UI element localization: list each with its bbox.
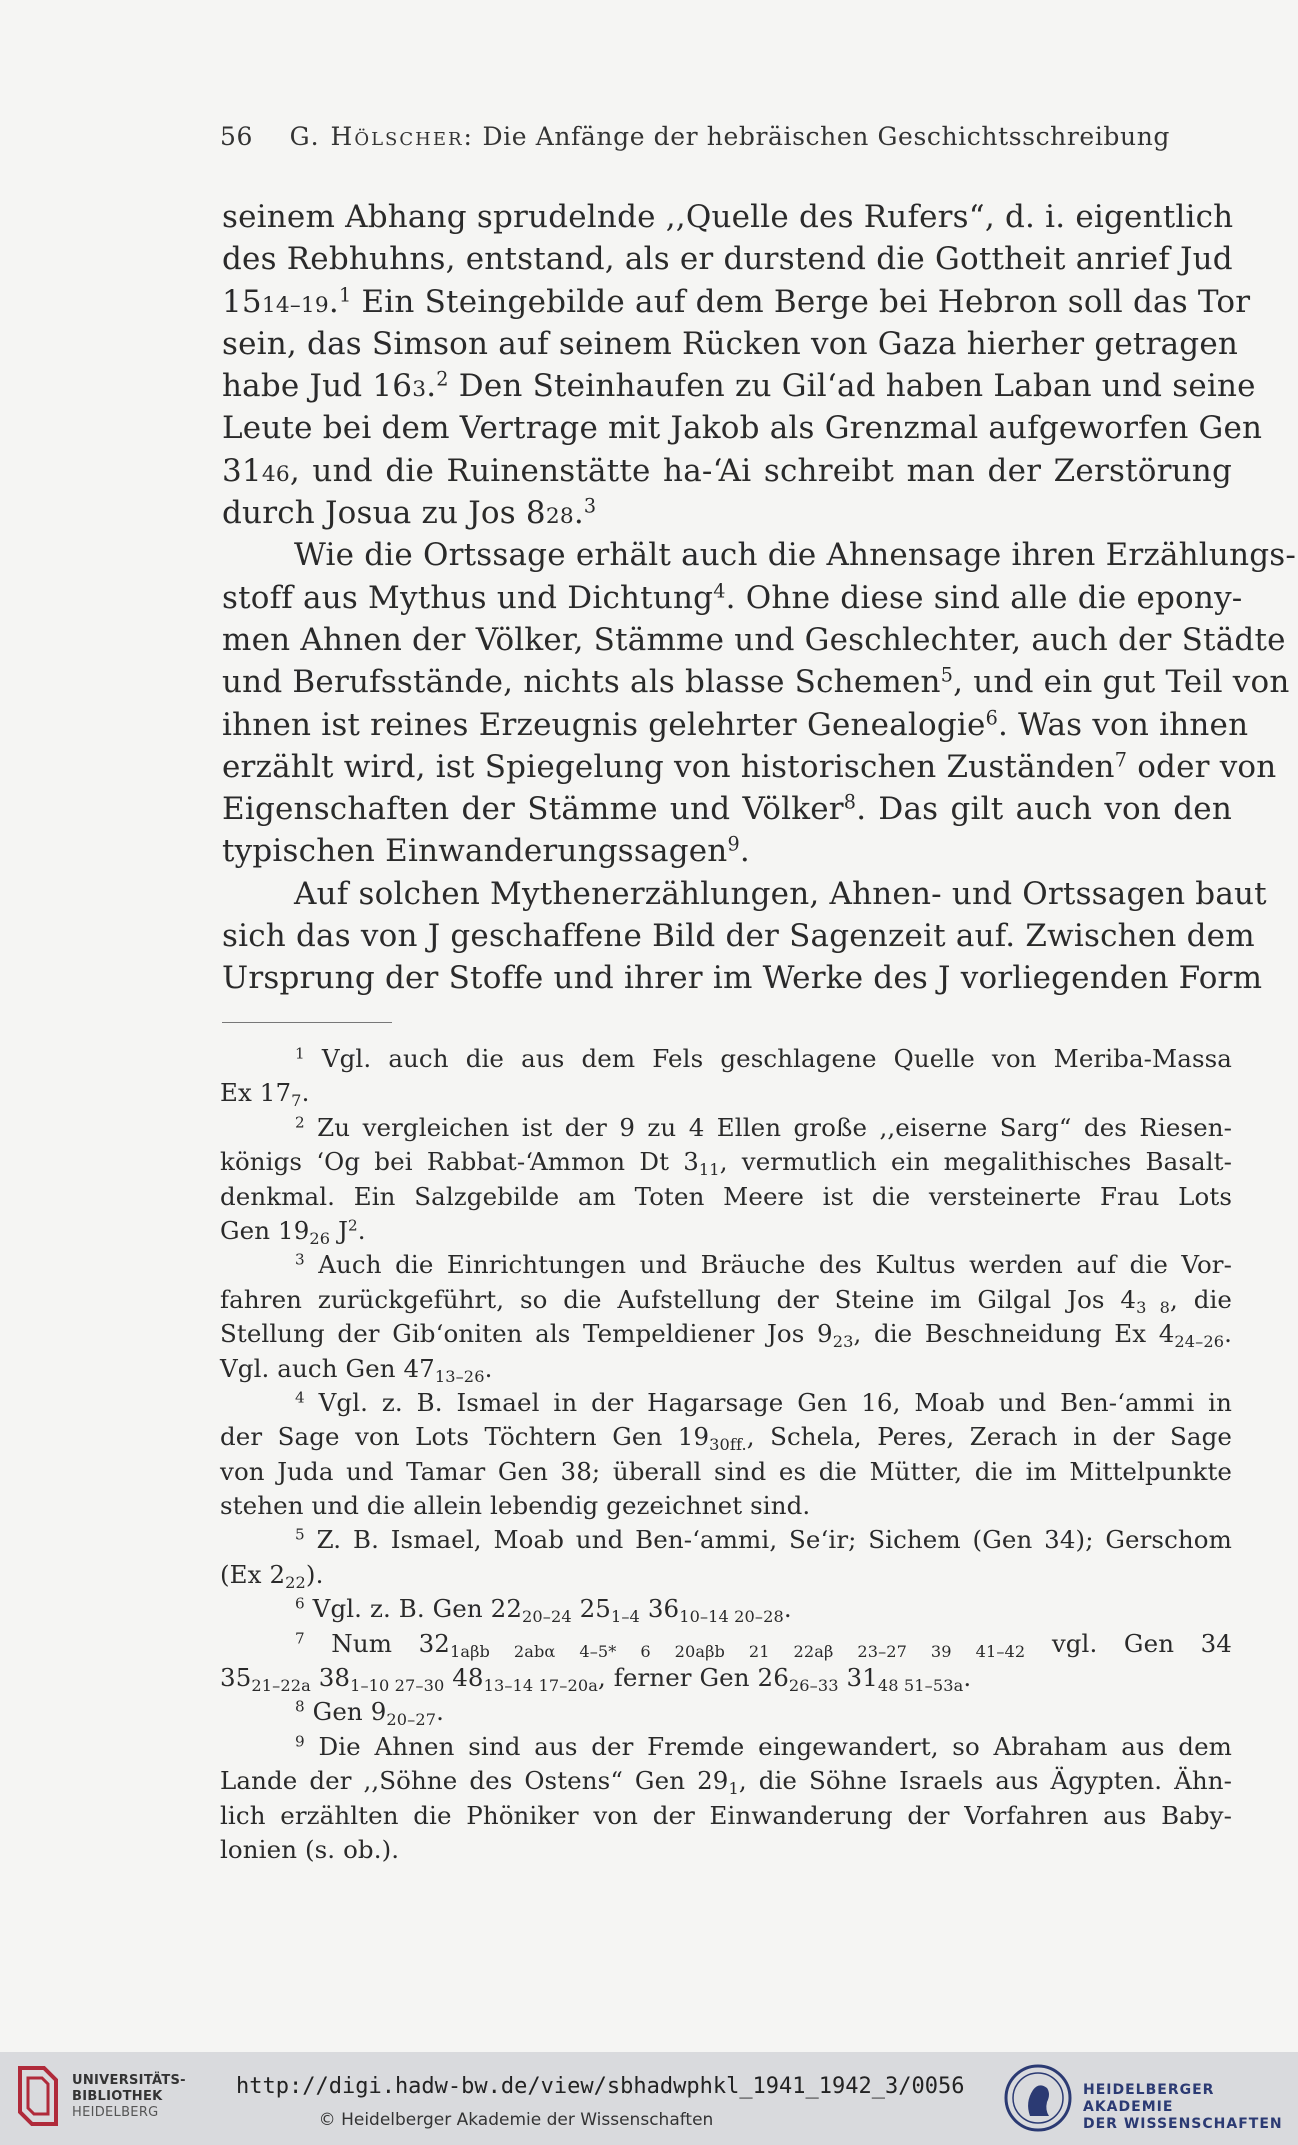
footnote-line: Gen $19_{26}$ $J^2$. [220, 1215, 366, 1248]
text-line: habe Jud 163.$^2$ Den Steinhaufen zu Gil‘ad haben Laban und seine [222, 367, 1256, 405]
footnote-line: fahren zurückgeführt, so die Aufstellung der Steine im Gilgal Jos $4_{3 8}$, die [220, 1284, 1233, 1317]
text-line: Wie die Ortssage erhält auch die Ahnensage ihren Erzählungs- [294, 537, 1297, 574]
footnote-line: $^8$ Gen $9_{20-27}$. [295, 1697, 444, 1730]
footnote-line: $^2$ Zu vergleichen ist der 9 zu 4 Ellen große ,,eiserne Sarg“ des Riesen- [295, 1112, 1232, 1142]
footnote-line: Ex $17_7$. [220, 1078, 310, 1111]
footnote-line: $^3$ Auch die Einrichtungen und Bräuche des Kultus werden auf die Vor- [295, 1250, 1232, 1280]
footnote-line: Vgl. auch Gen $47_{13-26}$. [220, 1353, 493, 1386]
footnote-line: lich erzählten die Phöniker von der Einwanderung der Vorfahren aus Baby- [220, 1800, 1232, 1830]
text-line: seinem Abhang sprudelnde ,,Quelle des Rufers“, d. i. eigentlich [222, 199, 1234, 235]
text-line: Ursprung der Stoffe und ihrer im Werke des J vorliegenden Form [222, 960, 1263, 997]
text-line: sein, das Simson auf seinem Rücken von Gaza hierher getragen [222, 325, 1239, 362]
library-name: UNIVERSITÄTS- BIBLIOTHEK HEIDELBERG [72, 2073, 186, 2120]
footnote-line: $^1$ Vgl. auch die aus dem Fels geschlagene Quelle von Meriba-Massa [295, 1044, 1232, 1073]
footnote-line: (Ex $2_{22}$). [220, 1559, 324, 1592]
text-line: stoff aus Mythus und Dichtung$^4$. Ohne diese sind alle die epony- [222, 579, 1243, 616]
footnote-line: $^7$ Num $32_{1a\beta b 2ab\alpha 4-5* 6 20a\beta b 21 22a\beta 23-27 39 41-42}$ vgl. Gen 34 [295, 1628, 1232, 1661]
footnote-line: königs ‘Og bei Rabbat-‘Ammon Dt $3_{11}$, vermutlich ein megalithisches Basalt- [220, 1147, 1232, 1180]
academy-seal-icon[interactable] [1003, 2062, 1073, 2134]
page-number: 56 [220, 122, 254, 151]
footnote-line: $^4$ Vgl. z. B. Ismael in der Hagarsage Gen 16, Moab und Ben-‘ammi in [295, 1387, 1232, 1417]
text-line: Eigenschaften der Stämme und Völker$^8$. Das gilt auch von den [222, 790, 1233, 828]
text-line: typischen Einwanderungssagen$^9$. [222, 832, 750, 870]
footnote-line: $^6$ Vgl. z. B. Gen $22_{20-24}$ $25_{1-4}$ $36_{10-14 20-28}$. [295, 1594, 792, 1627]
text-line: sich das von J geschaffene Bild der Sagenzeit auf. Zwischen dem [222, 918, 1255, 955]
footnote-line: $35_{21-22a}$ $38_{1-10 27-30}$ $48_{13-14 17-20a}$, ferner Gen $26_{26-33}$ $31_{48 51-53a}$. [220, 1663, 972, 1695]
footnote-line: Stellung der Gib‘oniten als Tempeldiener Jos $9_{23}$, die Beschneidung Ex $4_{24-26}$. [220, 1319, 1232, 1351]
copyright-notice: © Heidelberger Akademie der Wissenschaften [318, 2110, 714, 2130]
footnote-line: lonien (s. ob.). [220, 1834, 400, 1864]
footnote-line: stehen und die allein lebendig gezeichnet sind. [220, 1491, 811, 1521]
footnote-rule [222, 1022, 392, 1023]
text-line: des Rebhuhns, entstand, als er durstend die Gottheit anrief Jud [222, 241, 1233, 278]
permalink-url[interactable]: http://digi.hadw-bw.de/view/sbhadwphkl_1941_1942_3/0056 [236, 2074, 965, 2099]
text-line: 1514–19.$^1$ Ein Steingebilde auf dem Berge bei Hebron soll das Tor [222, 283, 1251, 320]
header-author: G. Hölscher: [289, 122, 474, 151]
text-line: men Ahnen der Völker, Stämme und Geschlechter, auch der Städte [222, 621, 1286, 658]
header-title: Die Anfänge der hebräischen Geschichtsschreibung [482, 122, 1171, 151]
footnote-line: $^5$ Z. B. Ismael, Moab und Ben-‘ammi, Se‘ir; Sichem (Gen 34); Gerschom [295, 1525, 1232, 1555]
text-line: durch Josua zu Jos 828.$^3$ [222, 494, 597, 532]
text-line: und Berufsstände, nichts als blasse Schemen$^5$, und ein gut Teil von [222, 663, 1290, 701]
main-text [222, 196, 1297, 1000]
ub-heidelberg-logo-icon[interactable] [14, 2062, 62, 2130]
footnotes [220, 1042, 1232, 1867]
viewer-footer [0, 2052, 1298, 2145]
text-line: Auf solchen Mythenerzählungen, Ahnen- und Ortssagen baut [294, 875, 1267, 912]
text-line: ihnen ist reines Erzeugnis gelehrter Genealogie$^6$. Was von ihnen [222, 706, 1249, 743]
text-line: 3146, und die Ruinenstätte ha-‘Ai schreibt man der Zerstörung [222, 452, 1232, 489]
footnote-line: denkmal. Ein Salzgebilde am Toten Meere ist die versteinerte Frau Lots [220, 1181, 1232, 1211]
academy-name: HEIDELBERGER AKADEMIE DER WISSENSCHAFTEN [1083, 2082, 1283, 2132]
footnote-line: von Juda und Tamar Gen 38; überall sind es die Mütter, die im Mittelpunkte [220, 1456, 1232, 1486]
running-header [220, 122, 1180, 151]
text-line: erzählt wird, ist Spiegelung von historischen Zuständen$^7$ oder von [222, 748, 1277, 785]
footnote-line: Lande der ,,Söhne des Ostens“ Gen $29_1$, die Söhne Israels aus Ägypten. Ähn- [220, 1766, 1232, 1799]
text-line: Leute bei dem Vertrage mit Jakob als Grenzmal aufgeworfen Gen [222, 410, 1263, 447]
footnote-line: der Sage von Lots Töchtern Gen $19_{30ff.}$, Schela, Peres, Zerach in der Sage [220, 1422, 1233, 1455]
footnote-line: $^9$ Die Ahnen sind aus der Fremde eingewandert, so Abraham aus dem [295, 1731, 1232, 1761]
